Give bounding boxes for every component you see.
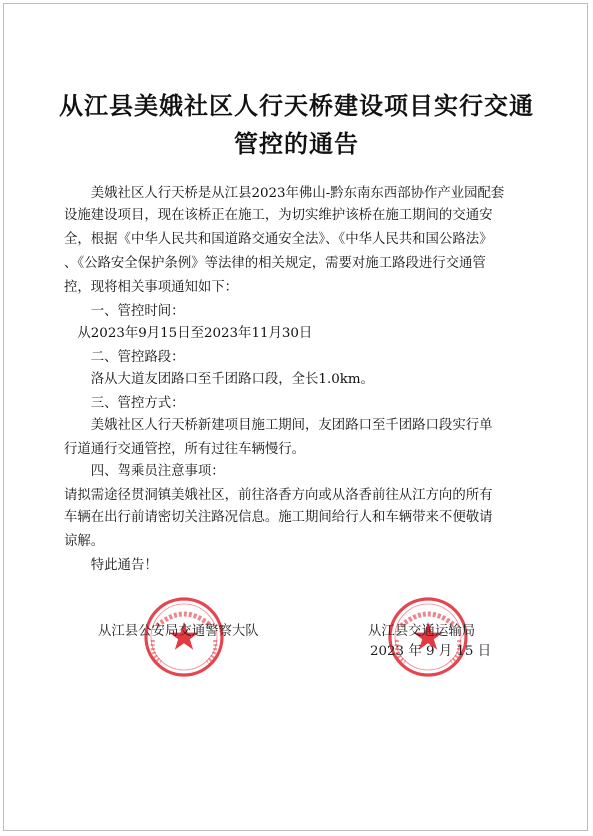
signature-right: 从江县交通运输局 xyxy=(368,624,476,639)
signature-left: 从江县公安局交通警察大队 xyxy=(98,624,259,639)
notice-title-line-1: 从江县美娥社区人行天桥建设项目实行交通 xyxy=(59,91,534,120)
body-line: 四、驾乘员注意事项： xyxy=(64,464,225,479)
body-line: 、《公路安全保护条例》等法律的相关规定，需要对施工路段进行交通管 xyxy=(64,256,486,271)
body-line: 洛从大道友团路口至千团路口段，全长1.0km。 xyxy=(64,372,374,387)
body-line: 谅解。 xyxy=(64,534,105,549)
body-line: 二、管控路段： xyxy=(64,350,185,365)
body-line: 一、管控时间： xyxy=(64,304,185,319)
notice-title-line-2: 管控的通告 xyxy=(234,129,359,158)
body-line: 美娥社区人行天桥新建项目施工期间，友团路口至千团路口段实行单 xyxy=(64,418,493,433)
body-line: 行道通行交通管控，所有过往车辆慢行。 xyxy=(64,442,306,457)
issue-date: 2023 年 9 月 15 日 xyxy=(370,644,492,659)
body-line: 特此通告！ xyxy=(64,558,158,573)
body-line: 设施建设项目，现在该桥正在施工，为切实维护该桥在施工期间的交通安 xyxy=(64,208,493,223)
body-line: 美娥社区人行天桥是从江县2023年佛山-黔东南东西部协作产业园配套 xyxy=(64,186,505,201)
body-line: 控，现将相关事项通知如下： xyxy=(64,280,239,295)
body-line: 全，根据《中华人民共和国道路交通安全法》、《中华人民共和国公路法》 xyxy=(64,232,493,247)
body-line: 三、管控方式： xyxy=(64,396,185,411)
body-line: 请拟需途径贯洞镇美娥社区，前往洛香方向或从洛香前往从江方向的所有 xyxy=(64,488,493,503)
body-line: 车辆在出行前请密切关注路况信息。施工期间给行人和车辆带来不便敬请 xyxy=(64,510,493,525)
body-line: 从2023年9月15日至2023年11月30日 xyxy=(64,326,313,341)
